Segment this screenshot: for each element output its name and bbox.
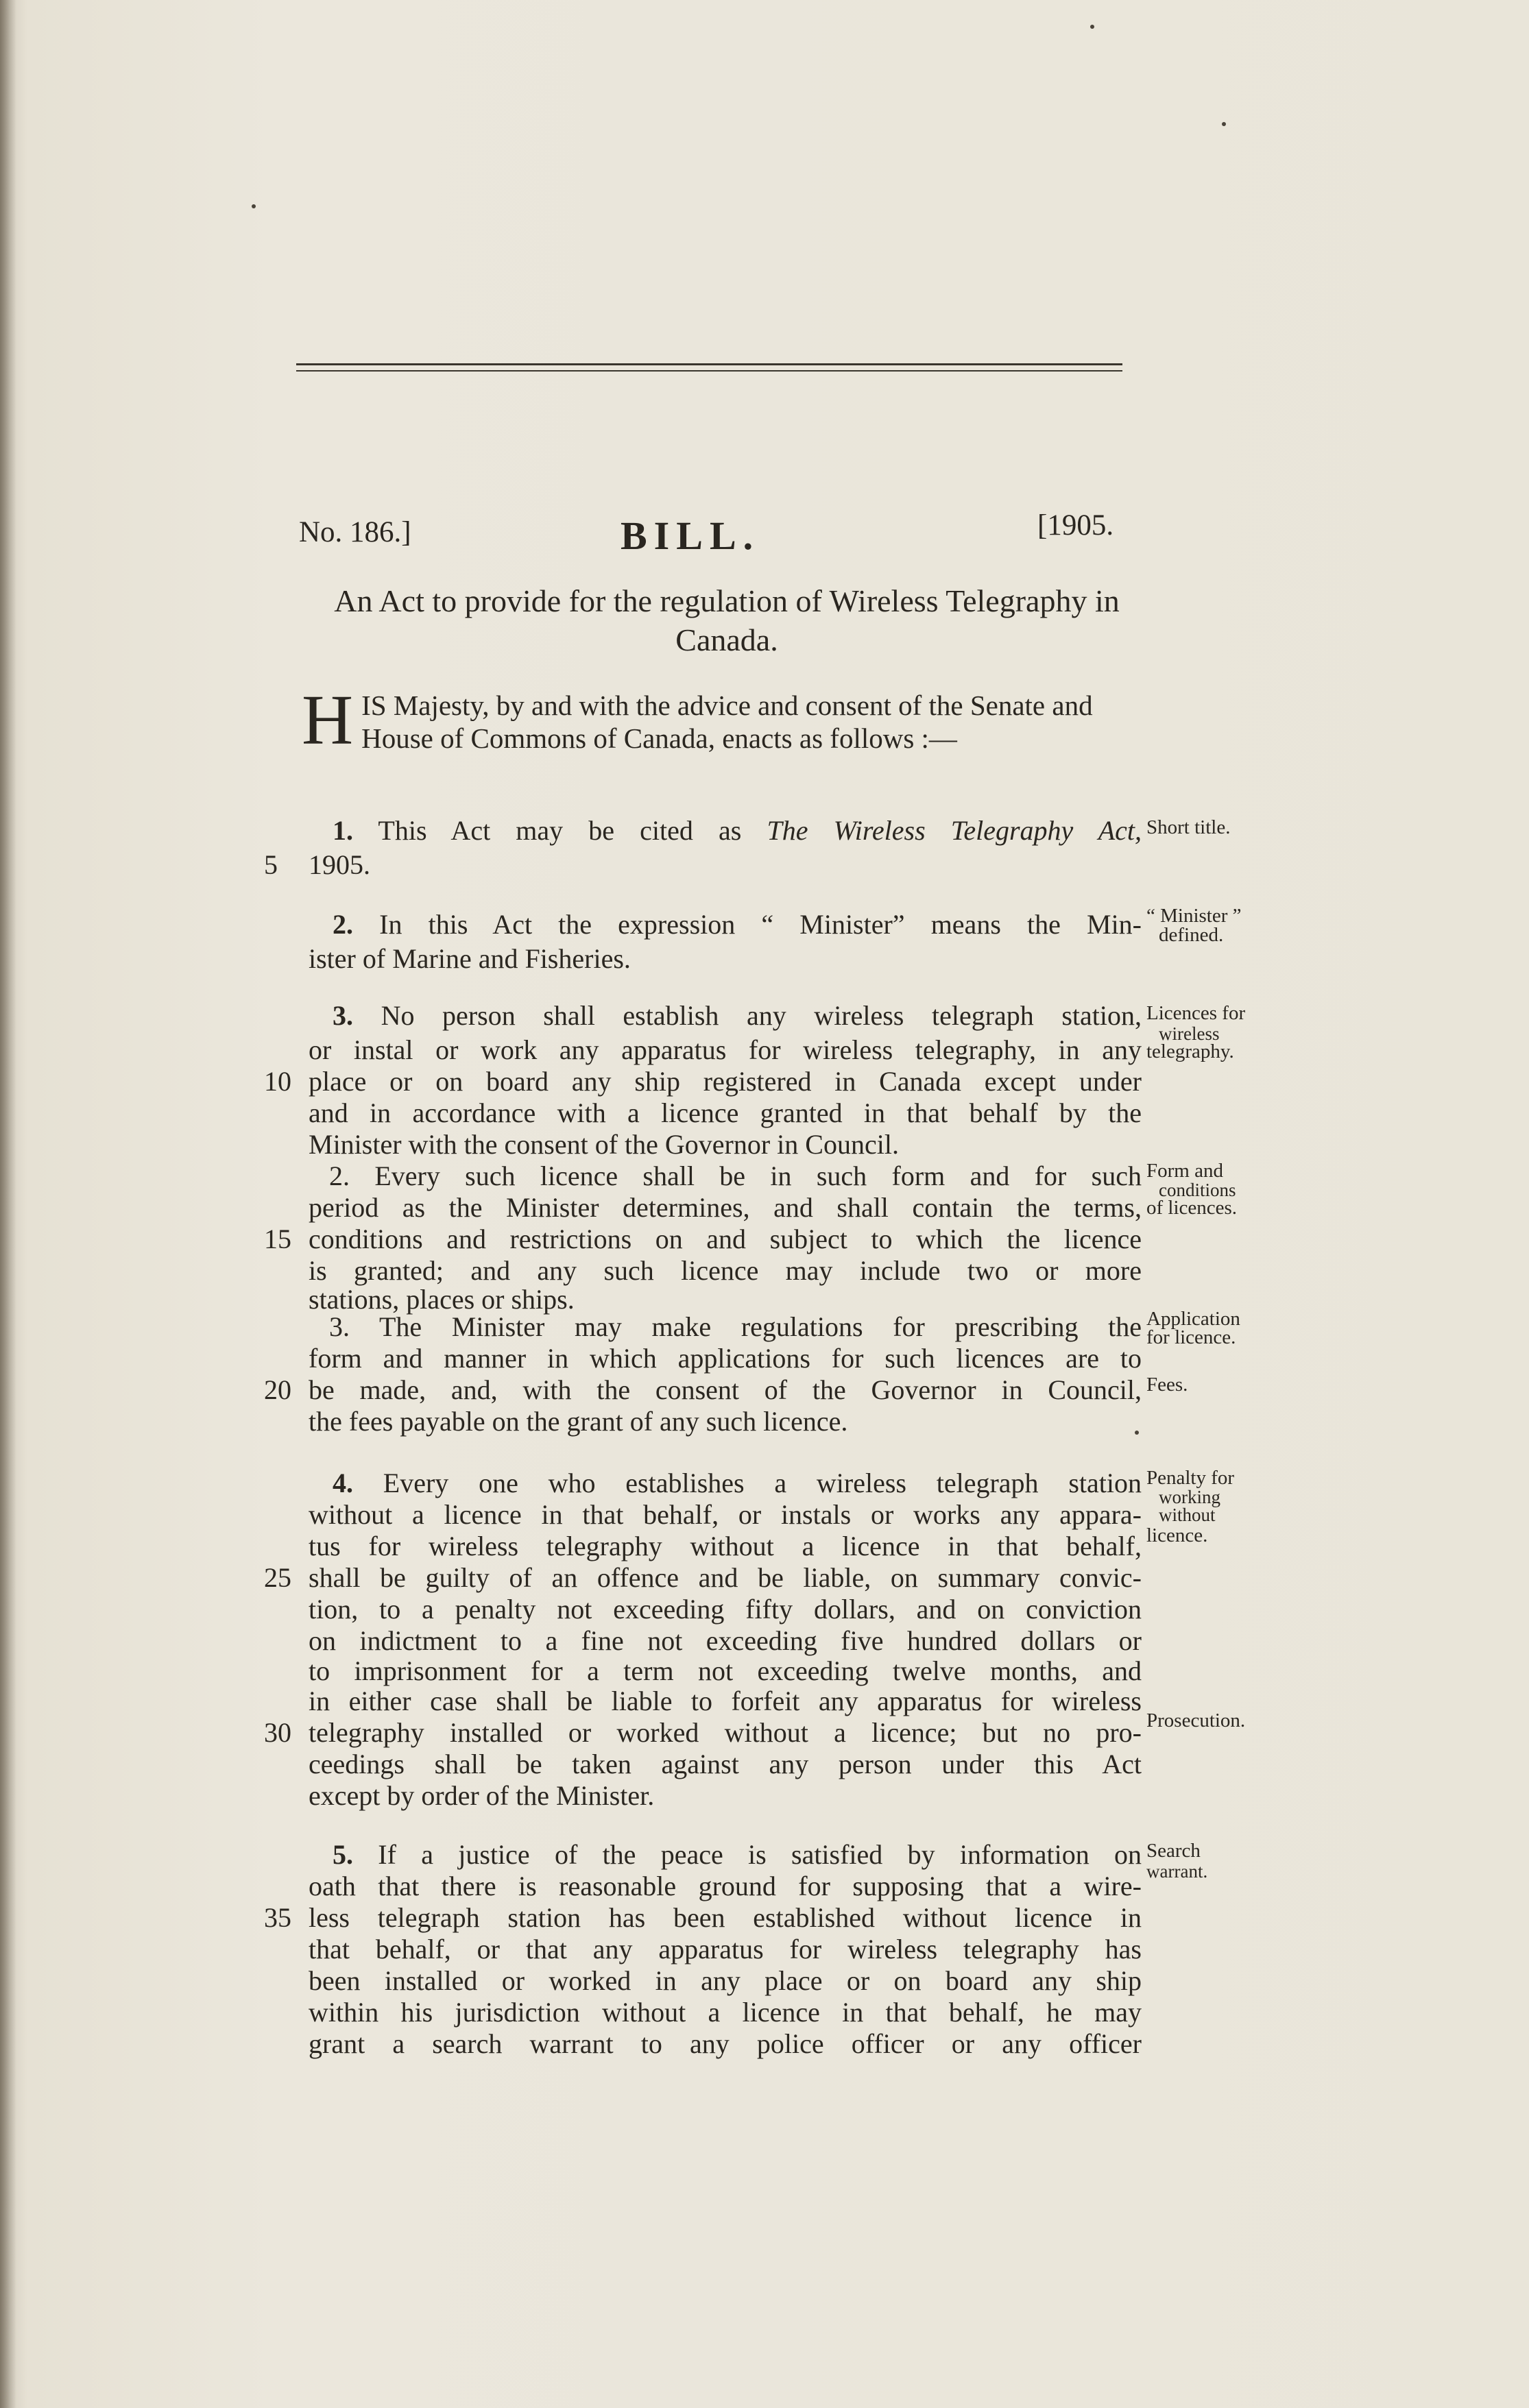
paper-speck: [252, 204, 256, 208]
marginal-note: Prosecution.: [1146, 1710, 1246, 1731]
marginal-note: without: [1159, 1505, 1216, 1525]
marginal-note: defined.: [1159, 924, 1224, 946]
rule-line: [296, 363, 1122, 365]
drop-cap: H: [302, 681, 354, 759]
rule-line: [296, 370, 1122, 372]
section-text: If a justice of the peace is satisfied by information on: [378, 1839, 1142, 1870]
section-3-line: 3. The Minister may make regulations for prescribing the: [329, 1311, 1142, 1342]
section-3-line: form and manner in which applications for such licences are to: [309, 1343, 1142, 1374]
section-3-line: and in accordance with a licence granted in that behalf by the: [309, 1097, 1142, 1128]
section-4-line: except by order of the Minister.: [309, 1780, 655, 1811]
section-5-line: less telegraph station has been established without licence in: [309, 1902, 1142, 1933]
section-3-line: be made, and, with the consent of the Governor in Council,: [309, 1374, 1142, 1405]
section-3-line: stations, places or ships.: [309, 1284, 575, 1315]
marginal-note: of licences.: [1146, 1197, 1238, 1219]
section-text: Every one who establishes a wireless telegraph station: [383, 1468, 1142, 1498]
section-4-line: tus for wireless telegraphy without a licence in that behalf,: [309, 1531, 1142, 1561]
section-3-line: [333, 999, 1142, 1032]
section-4-line: shall be guilty of an offence and be liable, on summary convic-: [309, 1562, 1142, 1593]
section-5-line: that behalf, or that any apparatus for wireless telegraphy has: [309, 1934, 1142, 1965]
section-3-line: place or on board any ship registered in Canada except under: [309, 1066, 1142, 1097]
marginal-note: Penalty for: [1146, 1467, 1235, 1489]
section-4-line: on indictment to a fine not exceeding five hundred dollars or: [309, 1625, 1142, 1656]
section-5-line: been installed or worked in any place or on board any ship: [309, 1965, 1142, 1996]
double-rule: [296, 363, 1122, 374]
enacting-text: IS Majesty, by and with the advice and consent of the Senate and House of Commons of Canada, enacts as follows :—: [361, 690, 1093, 754]
marginal-note: working: [1159, 1487, 1220, 1507]
section-number: 4.: [333, 1468, 353, 1498]
section-2-line: ister of Marine and Fisheries.: [309, 943, 631, 974]
marginal-note: Short title.: [1146, 816, 1231, 838]
bill-heading: BILL.: [621, 513, 760, 558]
section-4-line: without a licence in that behalf, or instals or works any appara-: [309, 1499, 1142, 1530]
section-text: No person shall establish any wireless telegraph station,: [381, 1000, 1142, 1031]
marginal-note: conditions: [1159, 1180, 1236, 1200]
line-number: 5: [264, 849, 278, 880]
marginal-note: “ Minister ”: [1146, 905, 1242, 927]
short-title-italic: The Wireless Telegraphy Act,: [767, 815, 1142, 846]
line-number: 30: [264, 1717, 291, 1748]
binding-edge: [0, 0, 16, 2408]
section-4-line: to imprisonment for a term not exceeding twelve months, and: [309, 1655, 1142, 1686]
section-4-line: [333, 1467, 1142, 1499]
section-3-line: conditions and restrictions on and subject to which the licence: [309, 1224, 1142, 1254]
section-5-line: oath that there is reasonable ground for supposing that a wire-: [309, 1871, 1142, 1901]
marginal-note: licence.: [1146, 1524, 1208, 1546]
bill-number: No. 186.]: [299, 516, 411, 548]
marginal-note: for licence.: [1146, 1326, 1236, 1348]
section-3-line: Minister with the consent of the Governor in Council.: [309, 1129, 899, 1160]
section-number: 2.: [333, 909, 353, 940]
section-number: 5.: [333, 1839, 353, 1870]
section-3-line: the fees payable on the grant of any such licence.: [309, 1406, 848, 1437]
paper-speck: [1090, 25, 1094, 29]
section-4-line: in either case shall be liable to forfeit any apparatus for wireless: [309, 1686, 1142, 1716]
line-number: 20: [264, 1374, 291, 1405]
marginal-note: Search: [1146, 1840, 1201, 1862]
section-number: 1.: [333, 815, 353, 846]
line-number: 10: [264, 1066, 291, 1097]
section-5-line: within his jurisdiction without a licence in that behalf, he may: [309, 1997, 1142, 2028]
section-1-line: 1905.: [309, 849, 370, 880]
section-2-line: [333, 908, 1142, 940]
section-text: This Act may be cited as: [378, 815, 767, 846]
marginal-note: telegraphy.: [1146, 1041, 1234, 1062]
section-4-line: ceedings shall be taken against any person under this Act: [309, 1749, 1142, 1779]
section-4-line: telegraphy installed or worked without a licence; but no pro-: [309, 1717, 1142, 1748]
section-3-line: or instal or work any apparatus for wireless telegraphy, in any: [309, 1034, 1142, 1065]
bill-year: [1905.: [1037, 509, 1114, 542]
marginal-note: wireless: [1159, 1023, 1220, 1044]
section-5-line: [333, 1838, 1142, 1871]
marginal-note: Form and: [1146, 1160, 1223, 1182]
section-5-line: grant a search warrant to any police officer or any officer: [309, 2028, 1142, 2059]
line-number: 25: [264, 1562, 291, 1593]
marginal-note: Licences for: [1146, 1002, 1246, 1024]
section-3-line: is granted; and any such licence may include two or more: [309, 1255, 1142, 1286]
line-number: 15: [264, 1224, 291, 1254]
long-title: An Act to provide for the regulation of Wireless Telegraphy in Canada.: [334, 583, 1120, 657]
section-number: 3.: [333, 1000, 353, 1031]
section-3-line: 2. Every such licence shall be in such form and for such: [329, 1160, 1142, 1191]
marginal-note: Application: [1146, 1308, 1240, 1330]
section-1-line: [333, 814, 1142, 847]
enacting-clause: [302, 681, 1135, 759]
section-3-line: period as the Minister determines, and shall contain the terms,: [309, 1192, 1142, 1223]
line-number: 35: [264, 1902, 291, 1933]
marginal-note: Fees.: [1146, 1374, 1188, 1396]
section-text: In this Act the expression “ Minister” means the Min-: [379, 909, 1142, 940]
marginal-note: warrant.: [1146, 1861, 1208, 1882]
paper-speck: [1222, 122, 1226, 126]
section-4-line: tion, to a penalty not exceeding fifty dollars, and on conviction: [309, 1594, 1142, 1625]
